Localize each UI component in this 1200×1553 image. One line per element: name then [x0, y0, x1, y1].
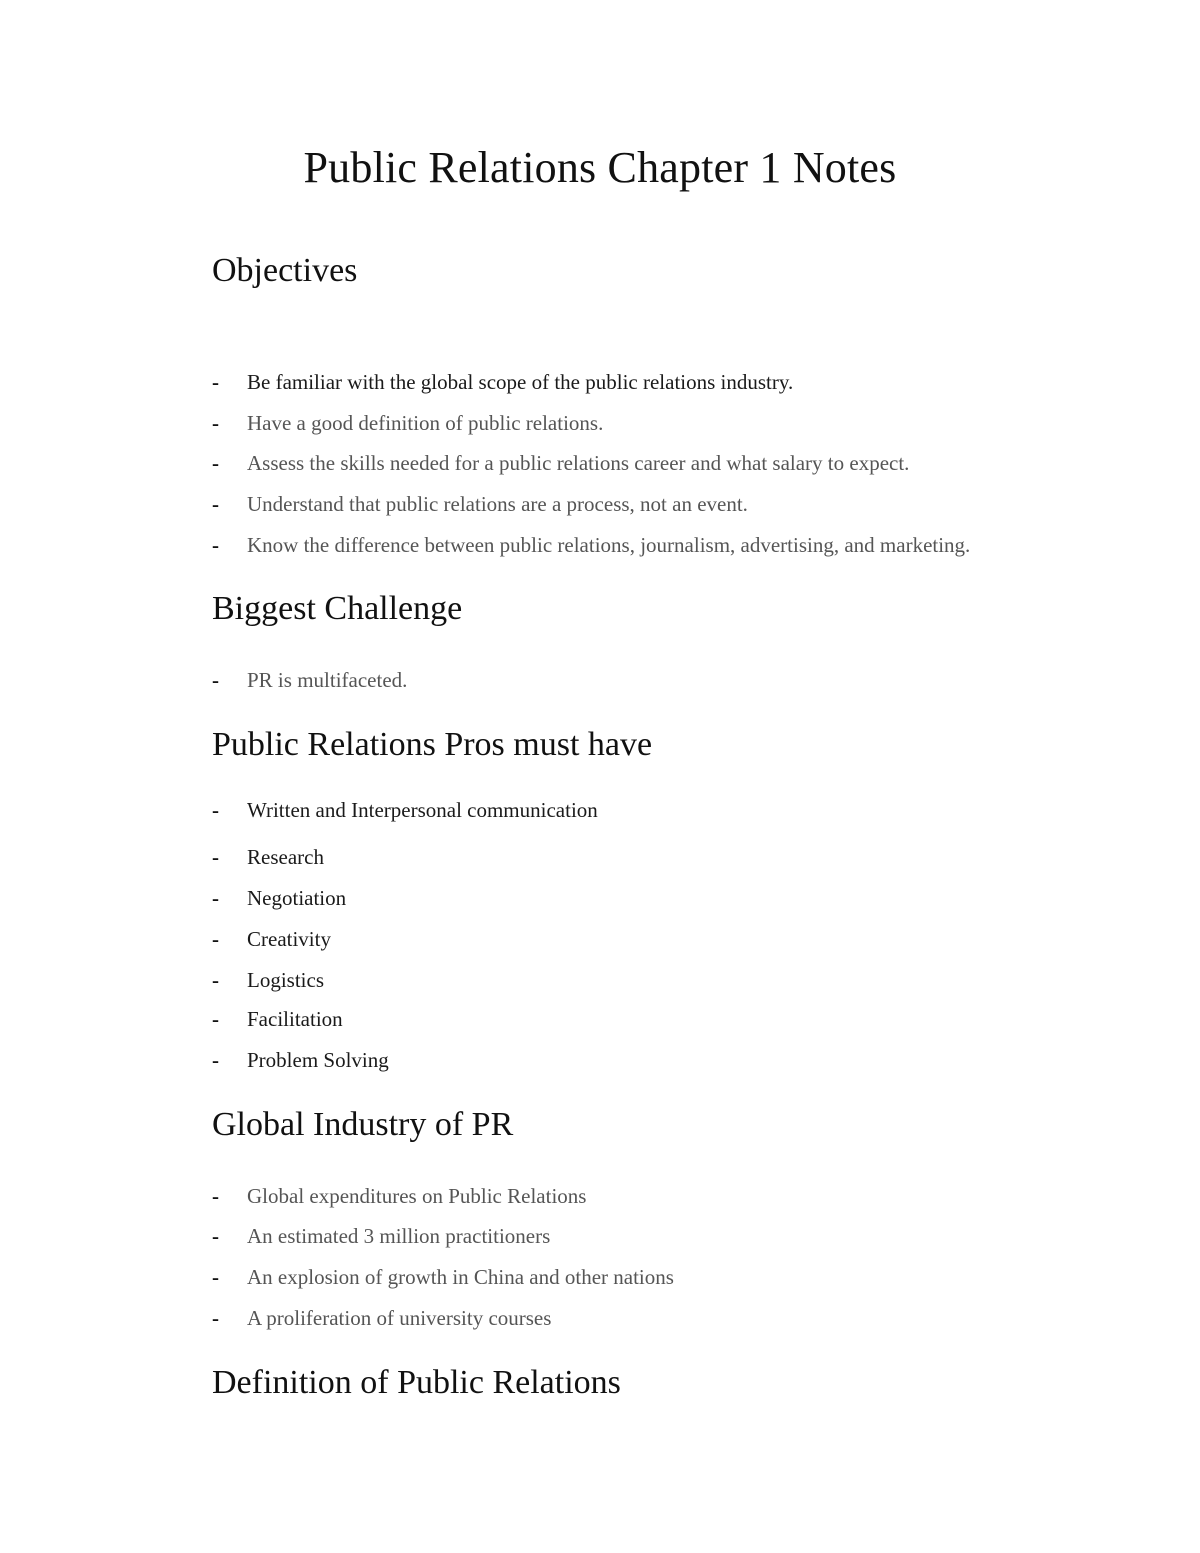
- section-heading-global-industry: Global Industry of PR: [212, 1106, 514, 1143]
- bullet-dash: -: [212, 968, 219, 992]
- list-item: [212, 929, 331, 950]
- list-item-text: Understand that public relations are a process, not an event.: [247, 492, 748, 516]
- list-item: [212, 800, 598, 821]
- list-item-text: Creativity: [247, 927, 331, 951]
- list-item: [212, 372, 793, 393]
- bullet-dash: -: [212, 845, 219, 869]
- section-heading-biggest-challenge: Biggest Challenge: [212, 590, 463, 627]
- list-item-text: Facilitation: [247, 1007, 343, 1031]
- list-item: [212, 1050, 389, 1071]
- list-item-text: PR is multifaceted.: [247, 668, 408, 692]
- list-item: [212, 494, 748, 515]
- list-item-text: Research: [247, 845, 324, 869]
- bullet-dash: -: [212, 370, 219, 394]
- list-item: [212, 847, 324, 868]
- list-item-text: Assess the skills needed for a public relations career and what salary to expect.: [247, 451, 910, 475]
- list-item-text: An estimated 3 million practitioners: [247, 1224, 551, 1248]
- bullet-dash: -: [212, 886, 219, 910]
- bullet-dash: -: [212, 1224, 219, 1248]
- list-item: [212, 1226, 550, 1247]
- list-item: [212, 413, 603, 434]
- list-item-text: Know the difference between public relations, journalism, advertising, and marketing.: [247, 533, 971, 557]
- bullet-dash: -: [212, 1184, 219, 1208]
- bullet-dash: -: [212, 1265, 219, 1289]
- bullet-dash: -: [212, 798, 219, 822]
- bullet-dash: -: [212, 1007, 219, 1031]
- list-item-text: Problem Solving: [247, 1048, 389, 1072]
- list-item-text: An explosion of growth in China and other nations: [247, 1265, 674, 1289]
- list-item: [212, 1009, 343, 1030]
- bullet-dash: -: [212, 411, 219, 435]
- list-item: [212, 670, 407, 691]
- list-item: [212, 1267, 674, 1288]
- bullet-dash: -: [212, 492, 219, 516]
- list-item-text: Written and Interpersonal communication: [247, 798, 598, 822]
- section-heading-definition: Definition of Public Relations: [212, 1364, 621, 1401]
- list-item-text: A proliferation of university courses: [247, 1306, 552, 1330]
- list-item: [212, 1308, 551, 1329]
- list-item: [212, 453, 909, 474]
- section-heading-objectives: Objectives: [212, 252, 358, 289]
- bullet-dash: -: [212, 1306, 219, 1330]
- bullet-dash: -: [212, 1048, 219, 1072]
- list-item-text: Be familiar with the global scope of the public relations industry.: [247, 370, 794, 394]
- list-item-text: Global expenditures on Public Relations: [247, 1184, 587, 1208]
- bullet-dash: -: [212, 451, 219, 475]
- list-item: [212, 1186, 586, 1207]
- list-item: [212, 535, 970, 556]
- list-item-text: Logistics: [247, 968, 324, 992]
- list-item: [212, 888, 346, 909]
- bullet-dash: -: [212, 927, 219, 951]
- list-item: [212, 970, 324, 991]
- list-item-text: Have a good definition of public relations.: [247, 411, 604, 435]
- section-heading-pros-must-have: Public Relations Pros must have: [212, 726, 653, 763]
- bullet-dash: -: [212, 533, 219, 557]
- list-item-text: Negotiation: [247, 886, 347, 910]
- bullet-dash: -: [212, 668, 219, 692]
- document-title: Public Relations Chapter 1 Notes: [303, 143, 897, 192]
